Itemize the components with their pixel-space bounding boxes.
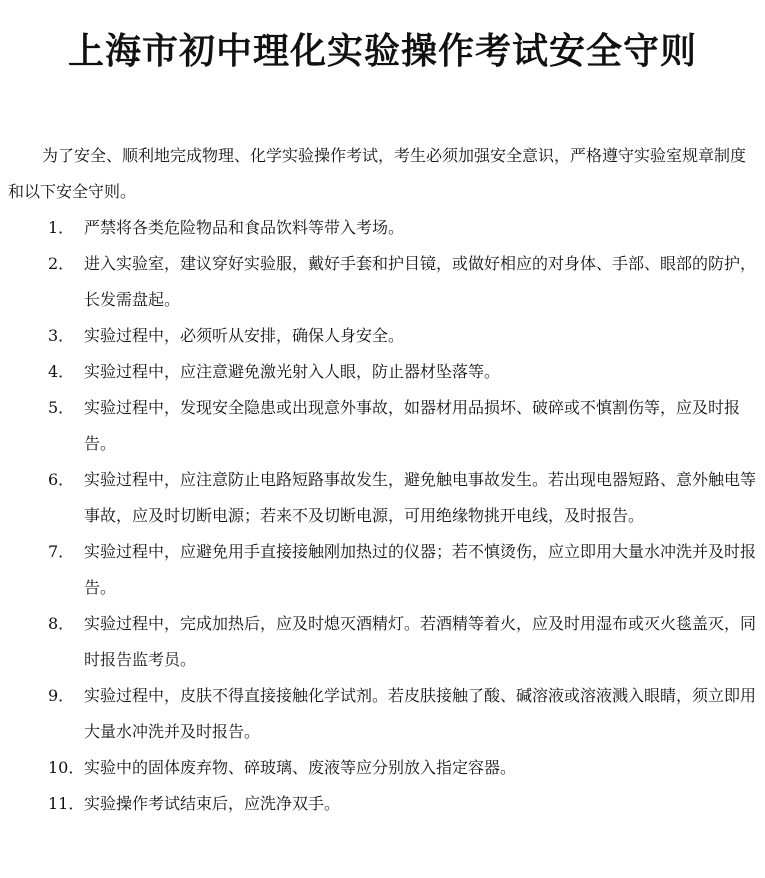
rule-item	[8, 786, 758, 822]
rule-text: 实验操作考试结束后，应洗净双手。	[84, 794, 341, 813]
rule-text: 实验过程中，应注意防止电路短路事故发生，避免触电事故发生。若出现电器短路、意外触电等事故，应及时切断电源；若来不及切断电源，可用绝缘物挑开电线，及时报告。	[84, 470, 757, 525]
intro-paragraph: 为了安全、顺利地完成物理、化学实验操作考试，考生必须加强安全意识，严格遵守实验室规章制度和以下安全守则。	[8, 146, 747, 201]
rule-number: 6．	[48, 470, 75, 489]
rule-text: 严禁将各类危险物品和食品饮料等带入考场。	[84, 218, 405, 237]
rule-number: 10．	[48, 758, 85, 777]
rule-item	[8, 606, 758, 678]
rule-item	[8, 354, 758, 390]
rule-number: 5．	[48, 398, 75, 417]
rule-number: 9．	[48, 686, 75, 705]
document-title: 上海市初中理化实验操作考试安全守则	[67, 31, 697, 72]
rule-item	[8, 318, 758, 354]
rule-text: 实验过程中，应避免用手直接接触刚加热过的仪器；若不慎烫伤，应立即用大量水冲洗并及时报告。	[84, 542, 757, 597]
rule-number: 7．	[48, 542, 75, 561]
rules-list	[8, 210, 758, 822]
rule-number: 8．	[48, 614, 75, 633]
rule-item	[8, 534, 758, 606]
rule-number: 1．	[48, 218, 75, 237]
rule-number: 3．	[48, 326, 75, 345]
rule-text: 实验过程中，必须听从安排，确保人身安全。	[84, 326, 405, 345]
rule-number: 2．	[48, 254, 75, 273]
rule-number: 4．	[48, 362, 75, 381]
rule-text: 实验过程中，应注意避免激光射入人眼，防止器材坠落等。	[84, 362, 501, 381]
rule-item	[8, 390, 758, 462]
rule-text: 实验过程中，完成加热后，应及时熄灭酒精灯。若酒精等着火，应及时用湿布或灭火毯盖灭，同时报告监考员。	[84, 614, 757, 669]
rule-item	[8, 462, 758, 534]
rule-text: 实验过程中，皮肤不得直接接触化学试剂。若皮肤接触了酸、碱溶液或溶液溅入眼睛，须立即用大量水冲洗并及时报告。	[84, 686, 757, 741]
rule-item	[8, 246, 758, 318]
rule-text: 实验过程中，发现安全隐患或出现意外事故，如器材用品损坏、破碎或不慎割伤等，应及时报告。	[84, 398, 741, 453]
rule-item	[8, 750, 758, 786]
rule-item	[8, 210, 758, 246]
rule-item	[8, 678, 758, 750]
document-body	[8, 138, 758, 822]
rule-number: 11．	[48, 794, 85, 813]
rule-text: 进入实验室，建议穿好实验服，戴好手套和护目镜，或做好相应的对身体、手部、眼部的防护，长发需盘起。	[84, 254, 757, 309]
rule-text: 实验中的固体废弃物、碎玻璃、废液等应分别放入指定容器。	[84, 758, 517, 777]
